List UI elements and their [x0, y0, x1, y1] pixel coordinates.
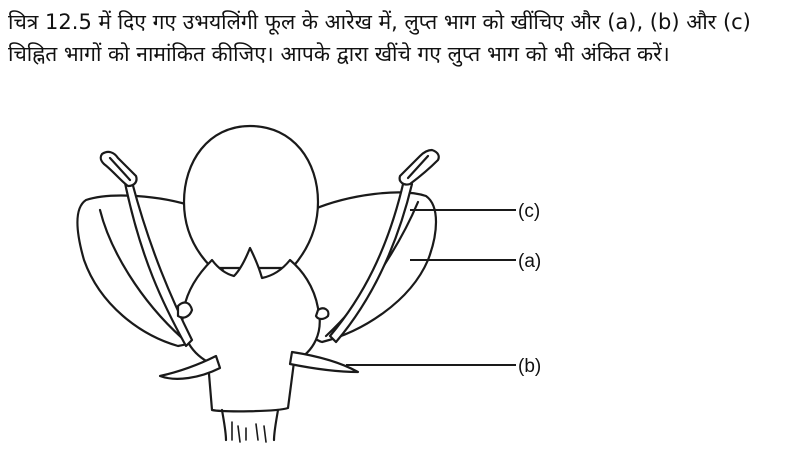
- pedicel-right: [274, 410, 278, 440]
- right-base-scale: [316, 308, 328, 319]
- stalk-base-marks: [232, 422, 266, 442]
- label-b: (b): [518, 356, 542, 377]
- label-c: (c): [518, 201, 541, 222]
- flower-diagram: [0, 110, 800, 469]
- ovary: [182, 248, 319, 411]
- label-a: (a): [518, 251, 542, 272]
- question-text: चित्र 12.5 में दिए गए उभयलिंगी फूल के आरेख में, लुप्त भाग को खींचिए और (a), (b) और (c) चिह्नित भागों को नामांकित कीजिए। आपके द्वारा खींचे गए लुप्त भाग को भी अंकित करें।: [8, 10, 751, 66]
- left-base-scale: [178, 303, 192, 318]
- pedicel: [222, 410, 226, 440]
- stigma: [184, 126, 318, 268]
- right-sepal: [290, 352, 358, 372]
